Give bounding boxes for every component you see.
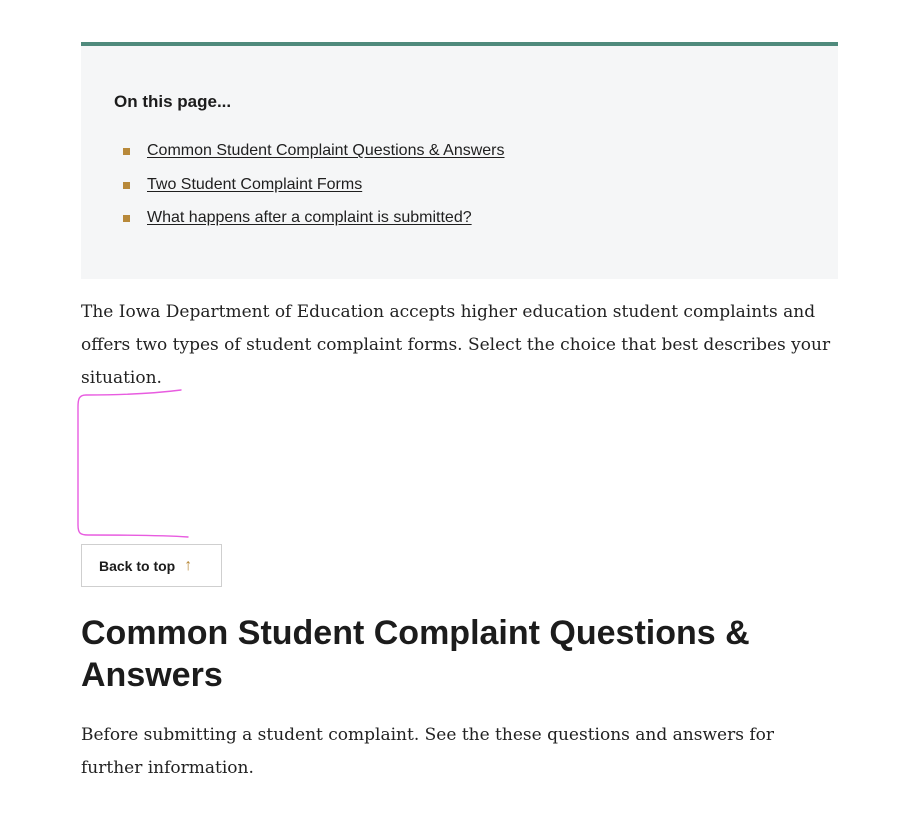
square-bullet-icon <box>123 215 130 222</box>
annotation-bracket <box>70 385 195 545</box>
square-bullet-icon <box>123 148 130 155</box>
square-bullet-icon <box>123 182 130 189</box>
back-to-top-label: Back to top <box>99 557 176 574</box>
section-paragraph: Before submitting a student complaint. See the these questions and answers for further information. <box>81 725 774 778</box>
toc-link-after-submit[interactable]: What happens after a complaint is submitted? <box>147 209 472 226</box>
on-this-page-panel <box>81 42 838 279</box>
toc-link-forms[interactable]: Two Student Complaint Forms <box>147 176 363 193</box>
back-to-top-button[interactable] <box>81 544 222 587</box>
intro-paragraph: The Iowa Department of Education accepts higher education student complaints and offers two types of student complaint forms. Select the choice that best describes your situation. <box>81 302 831 388</box>
on-this-page-title: On this page... <box>114 92 232 111</box>
toc-link-questions[interactable]: Common Student Complaint Questions & Answers <box>147 142 505 159</box>
section-heading: Common Student Complaint Questions & Answers <box>81 614 750 694</box>
arrow-up-icon: ↑ <box>184 556 193 574</box>
